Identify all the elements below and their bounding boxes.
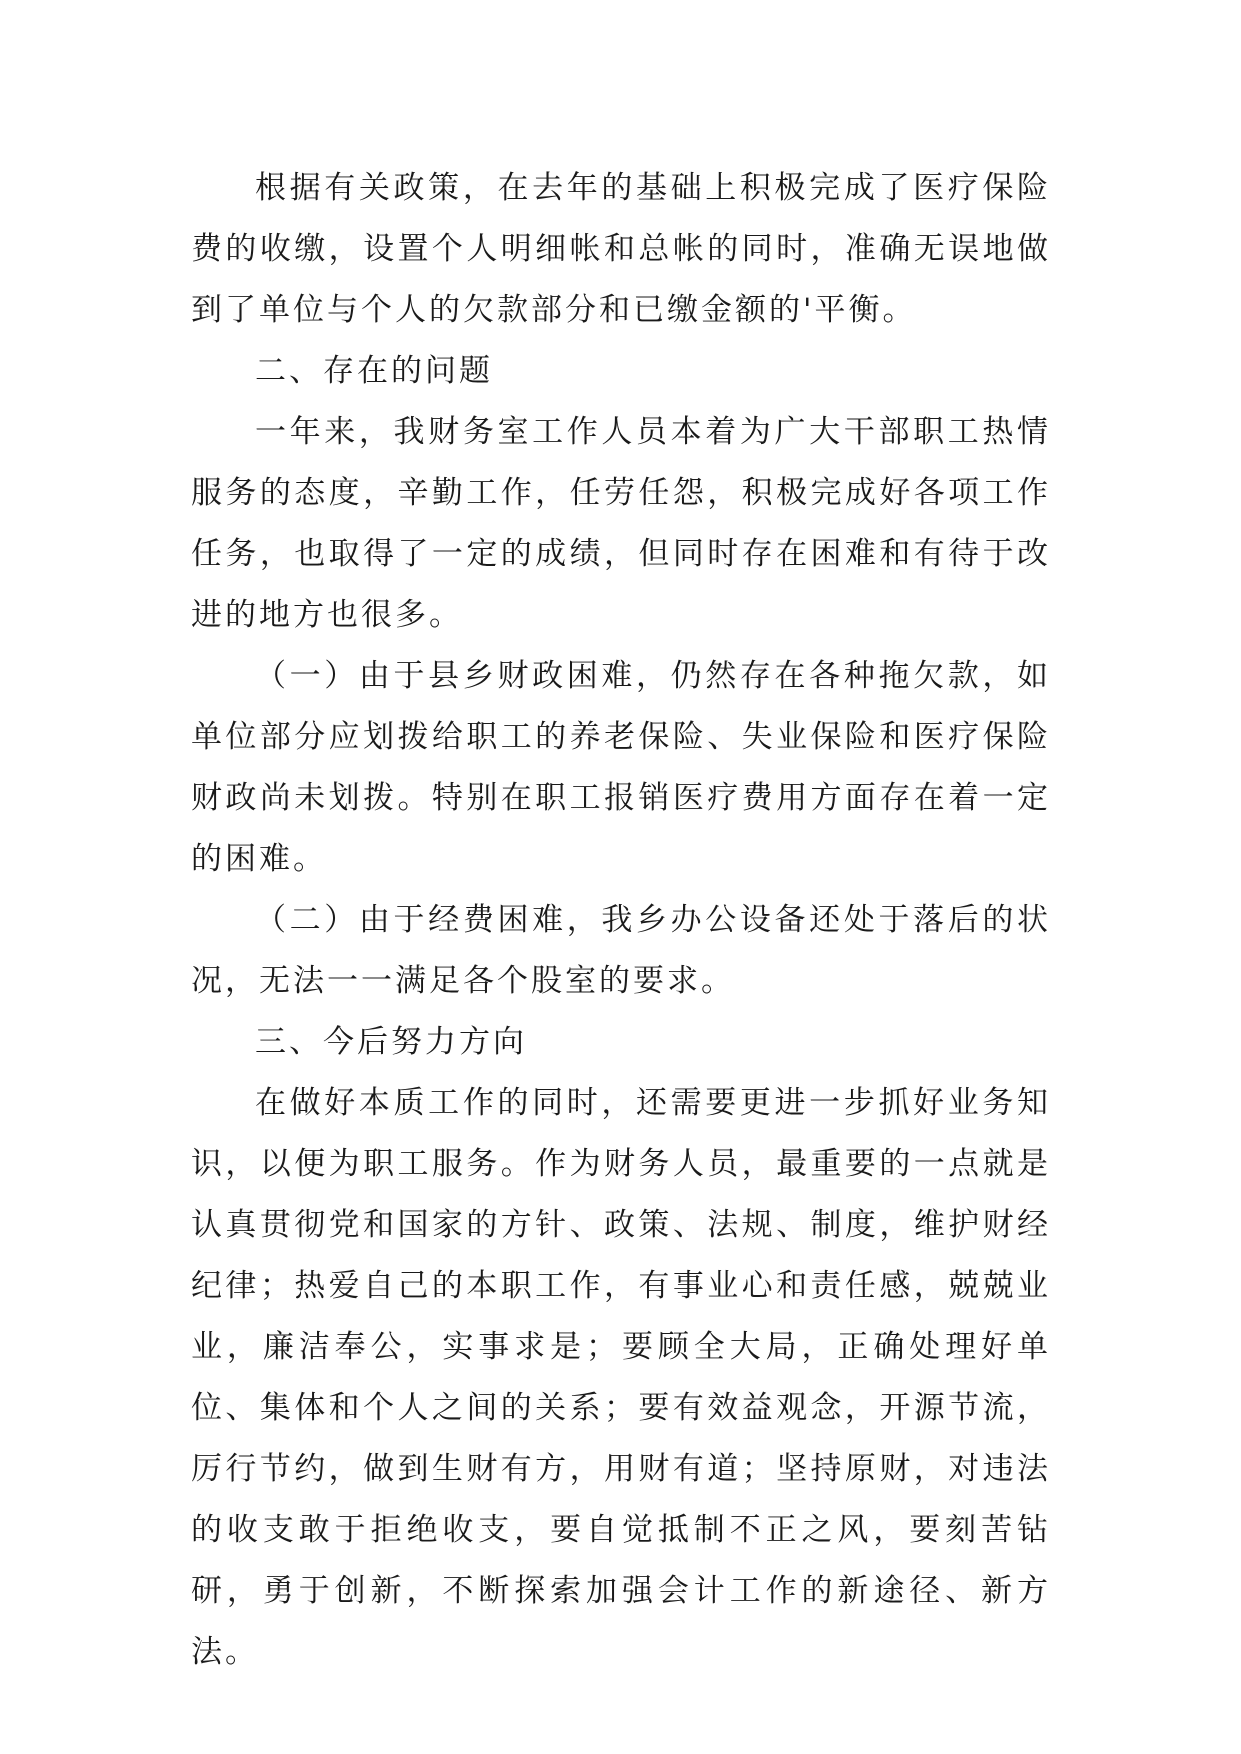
paragraph-problem-one: （一）由于县乡财政困难，仍然存在各种拖欠款，如单位部分应划拨给职工的养老保险、失业保险和医疗保险财政尚未划拨。特别在职工报销医疗费用方面存在着一定的困难。 <box>191 658 1051 877</box>
paragraph-insurance-collection: 根据有关政策，在去年的基础上积极完成了医疗保险费的收缴，设置个人明细帐和总帐的同时，准确无误地做到了单位与个人的欠款部分和已缴金额的'平衡。 <box>191 170 1051 328</box>
paragraph-future-work: 在做好本质工作的同时，还需要更进一步抓好业务知识，以便为职工服务。作为财务人员，最重要的一点就是认真贯彻党和国家的方针、政策、法规、制度，维护财经纪律；热爱自己的本职工作，有事业心和责任感，兢兢业业，廉洁奉公，实事求是；要顾全大局，正确处理好单位、集体和个人之间的关系；要有效益观念，开源节流，厉行节约，做到生财有方，用财有道；坚持原财，对违法的收支敢于拒绝收支，要自觉抵制不正之风，要刻苦钻研，勇于创新，不断探索加强会计工作的新途径、新方法。 <box>191 1085 1051 1670</box>
paragraph-year-review: 一年来，我财务室工作人员本着为广大干部职工热情服务的态度，辛勤工作，任劳任怨，积极完成好各项工作任务，也取得了一定的成绩，但同时存在困难和有待于改进的地方也很多。 <box>191 414 1051 633</box>
paragraph-problem-two: （二）由于经费困难，我乡办公设备还处于落后的状况，无法一一满足各个股室的要求。 <box>191 902 1051 999</box>
section-heading-future-direction: 三、今后努力方向 <box>255 1024 527 1060</box>
document-body <box>191 158 1051 1683</box>
section-heading-problems: 二、存在的问题 <box>255 353 493 389</box>
